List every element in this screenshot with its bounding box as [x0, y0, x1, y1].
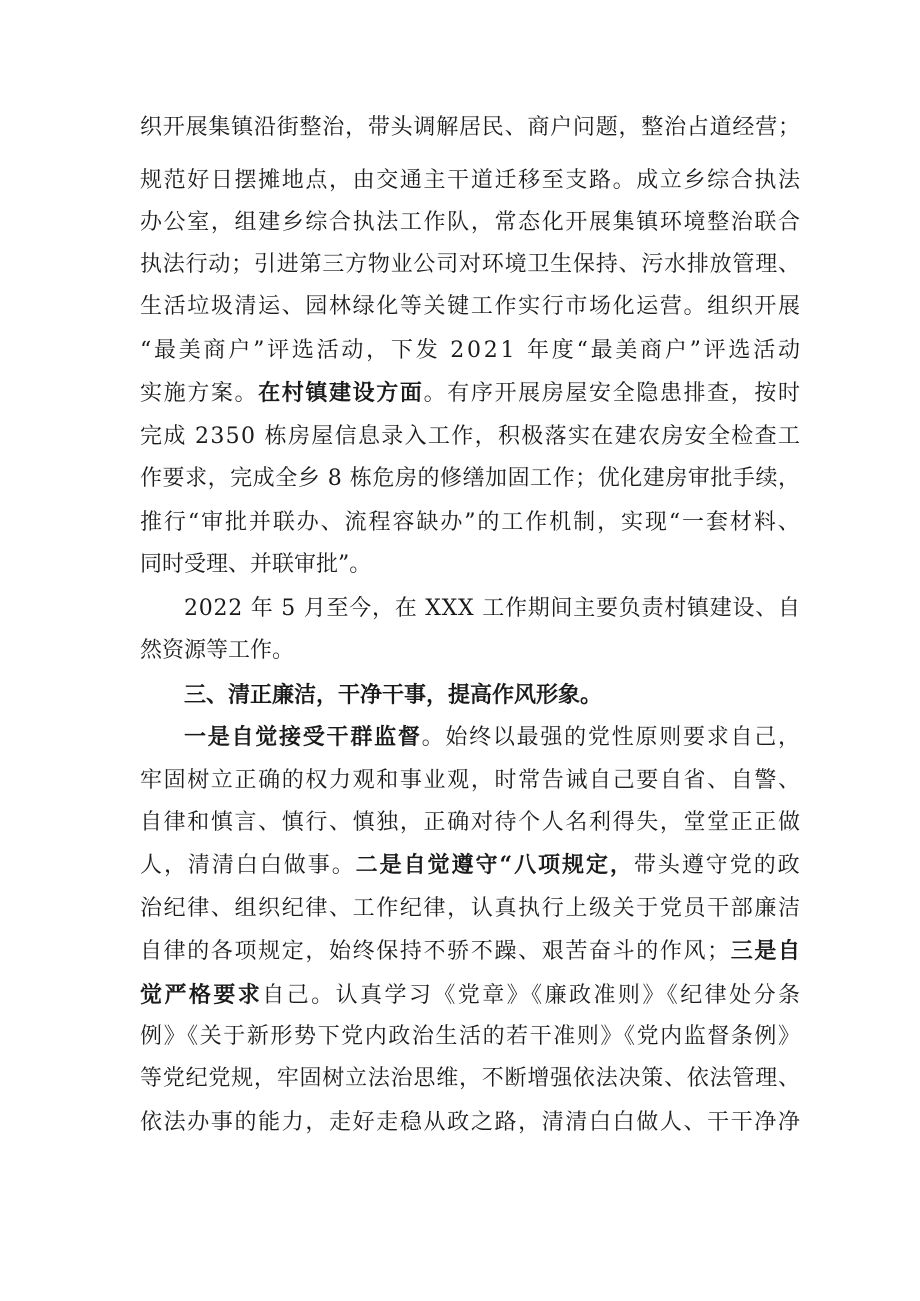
text-segment: 等党纪党规，牢固树立法治思维，不断增强依法决策、依法管理、 — [140, 1066, 801, 1091]
text-segment: 同时受理、并联审批”。 — [140, 552, 372, 577]
text-line — [140, 378, 802, 408]
text-segment: 然资源等工作。 — [140, 638, 295, 663]
text-line — [140, 336, 803, 366]
text-line — [184, 594, 801, 624]
text-line — [140, 1022, 802, 1052]
text-segment: 带头遵守党的政 — [633, 853, 802, 878]
text-segment: 。始终以最强的党性原则要求自己， — [421, 725, 802, 750]
text-line — [140, 550, 371, 580]
text-line — [140, 850, 802, 880]
text-line — [140, 980, 802, 1010]
text-line — [140, 766, 802, 796]
text-line — [140, 422, 801, 452]
text-line — [140, 808, 802, 838]
text-segment: 实施方案。 — [140, 381, 259, 406]
text-line — [140, 250, 801, 280]
text-line — [140, 636, 294, 666]
text-line — [184, 722, 802, 752]
bold-text: 在村镇建设方面 — [258, 380, 424, 406]
bold-text: 一是自觉接受干群监督 — [184, 724, 422, 750]
text-line — [140, 464, 801, 494]
text-line — [140, 1108, 802, 1138]
text-line — [140, 508, 802, 538]
text-line — [184, 680, 602, 710]
text-segment: 自己。认真学习《党章》《廉政准则》《纪律处分条 — [262, 983, 803, 1008]
text-segment: 。有序开展房屋安全隐患排查，按时 — [423, 381, 802, 406]
bold-text: 二是自觉遵守“八项规定， — [355, 852, 634, 878]
text-segment: 规范好日摆摊地点，由交通主干道迁移至支路。成立乡综合执法 — [140, 168, 802, 193]
text-segment: 执法行动；引进第三方物业公司对环境卫生保持、污水排放管理、 — [140, 252, 801, 277]
text-segment: 作要求，完成全乡 8 栋危房的修缮加固工作；优化建房审批手续， — [140, 466, 801, 491]
text-line — [140, 292, 802, 322]
text-line — [140, 894, 802, 924]
text-segment: 依法办事的能力，走好走稳从政之路，清清白白做人、干干净净 — [140, 1110, 802, 1135]
text-segment: 自律的各项规定，始终保持不骄不躁、艰苦奋斗的作风； — [140, 939, 731, 964]
text-line — [140, 936, 802, 966]
text-segment: 人，清清白白做事。 — [140, 853, 356, 878]
text-segment: 推行“审批并联办、流程容缺办”的工作机制，实现“一套材料、 — [140, 510, 802, 535]
text-line — [140, 113, 801, 143]
text-segment: 自律和慎言、慎行、慎独，正确对待个人名利得失，堂堂正正做 — [140, 810, 802, 835]
bold-text: 三是自 — [730, 938, 802, 964]
text-segment: “最美商户”评选活动，下发 2021 年度“最美商户”评选活动 — [140, 338, 803, 363]
text-segment: 生活垃圾清运、园林绿化等关键工作实行市场化运营。组织开展 — [140, 294, 802, 319]
bold-text: 三、清正廉洁，干净干事，提高作风形象。 — [184, 682, 603, 708]
text-line — [140, 166, 802, 196]
text-segment: 完成 2350 栋房屋信息录入工作，积极落实在建农房安全检查工 — [140, 424, 802, 449]
text-line — [140, 1064, 801, 1094]
text-segment: 织开展集镇沿街整治，带头调解居民、商户问题，整治占道经营； — [140, 115, 801, 140]
bold-text: 觉严格要求 — [140, 982, 263, 1008]
text-segment: 例》《关于新形势下党内政治生活的若干准则》《党内监督条例》 — [140, 1024, 802, 1049]
text-segment: 办公室，组建乡综合执法工作队，常态化开展集镇环境整治联合 — [140, 210, 802, 235]
text-segment: 治纪律、组织纪律、工作纪律，认真执行上级关于党员干部廉洁 — [140, 896, 802, 921]
text-segment: 牢固树立正确的权力观和事业观，时常告诫自己要自省、自警、 — [140, 768, 802, 793]
text-segment: 2022 年 5 月至今，在 XXX 工作期间主要负责村镇建设、自 — [184, 596, 801, 621]
text-line — [140, 208, 802, 238]
